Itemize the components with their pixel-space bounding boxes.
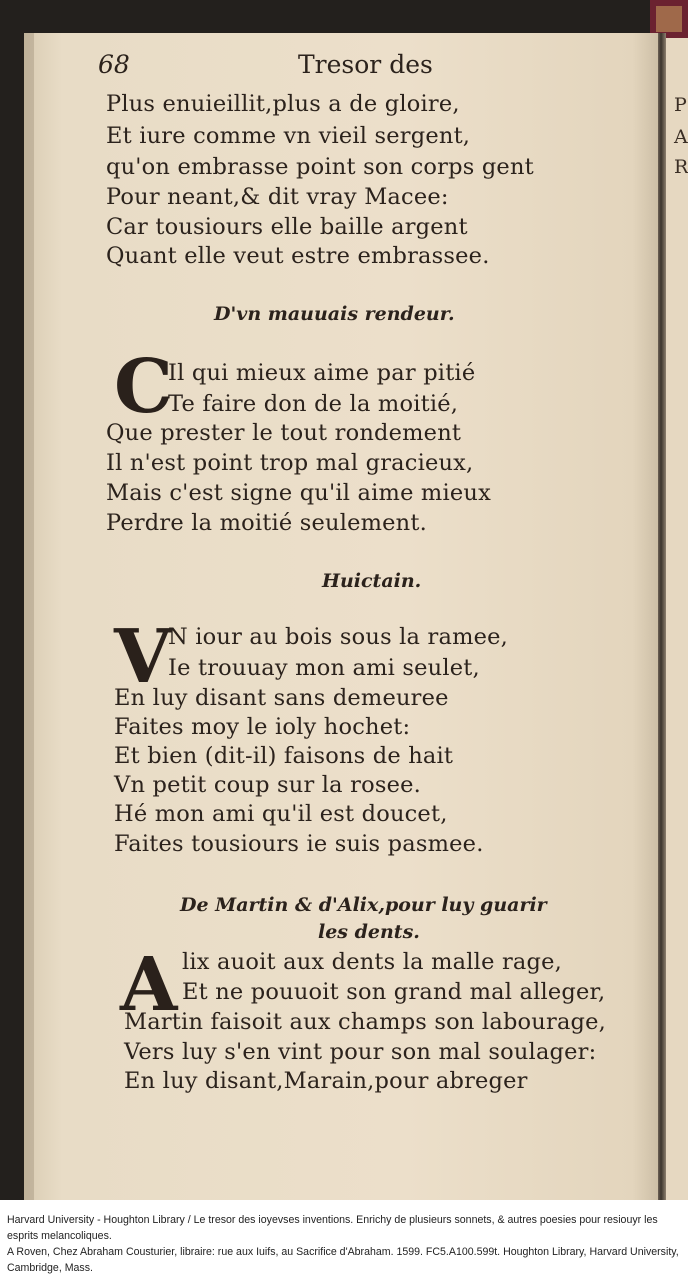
facing-page-fragment: A (674, 126, 688, 148)
drop-capital: A (120, 942, 178, 1028)
drop-capital: C (114, 344, 173, 430)
verse-line: Ie trouuay mon ami seulet, (168, 655, 480, 681)
verse-line: En luy disant,Marain,pour abreger (124, 1068, 528, 1094)
facing-page-fragment: P (674, 94, 687, 116)
verse-line: Vn petit coup sur la rosee. (114, 772, 421, 798)
drop-capital: V (114, 614, 172, 700)
facing-page-edge (664, 38, 688, 1200)
image-caption (7, 1212, 683, 1276)
verse-line: Car tousiours elle baille argent (106, 214, 468, 240)
verse-line: Et bien (dit-il) faisons de hait (114, 743, 454, 769)
poem-title: De Martin & d'Alix,pour luy guarir (180, 894, 547, 916)
verse-line: Vers luy s'en vint pour son mal soulager: (124, 1039, 597, 1065)
verse-line: Hé mon ami qu'il est doucet, (114, 801, 448, 827)
verse-line: lix auoit aux dents la malle rage, (182, 949, 562, 975)
verse-line: Quant elle veut estre embrassee. (106, 243, 490, 269)
poem-title: Huictain. (322, 570, 422, 592)
verse-line: Que prester le tout rondement (106, 420, 462, 446)
facing-page-fragment: R (674, 156, 688, 178)
verse-line: N iour au bois sous la ramee, (168, 624, 509, 650)
verse-line: Il qui mieux aime par pitié (168, 360, 476, 386)
verse-line: Te faire don de la moitié, (168, 391, 459, 417)
verse-line: Et iure comme vn vieil sergent, (106, 123, 471, 149)
verse-line: Faites moy le ioly hochet: (114, 714, 411, 740)
verse-line: Perdre la moitié seulement. (106, 510, 427, 536)
page-number: 68 (98, 50, 130, 79)
poem-title-continuation: les dents. (318, 921, 420, 943)
verse-line: Plus enuieillit,plus a de gloire, (106, 91, 460, 117)
running-title: Tresor des (298, 50, 433, 79)
verse-line: Mais c'est signe qu'il aime mieux (106, 480, 491, 506)
verse-line: Martin faisoit aux champs son labourage, (124, 1009, 607, 1035)
caption-line: Harvard University - Houghton Library / Le tresor des ioyevses inventions. Enrichy de plusieurs sonnets, & autres poesies pour resiouyr les esprits melancoliques. (7, 1214, 658, 1242)
page-edge-shadow (24, 33, 34, 1200)
verse-line: qu'on embrasse point son corps gent (106, 154, 534, 180)
verse-line: Pour neant,& dit vray Macee: (106, 184, 449, 210)
poem-title: D'vn mauuais rendeur. (214, 303, 455, 325)
verse-line: Il n'est point trop mal gracieux, (106, 450, 474, 476)
verse-line: Et ne pouuoit son grand mal alleger, (182, 979, 606, 1005)
caption-line: A Roven, Chez Abraham Cousturier, libraire: rue aux Iuifs, au Sacrifice d'Abraham. 1599. FC5.A100.599t. Houghton Library, Harvard University, Cambridge, Mass. (7, 1246, 679, 1274)
verse-line: En luy disant sans demeuree (114, 685, 449, 711)
verse-line: Faites tousiours ie suis pasmee. (114, 831, 484, 857)
